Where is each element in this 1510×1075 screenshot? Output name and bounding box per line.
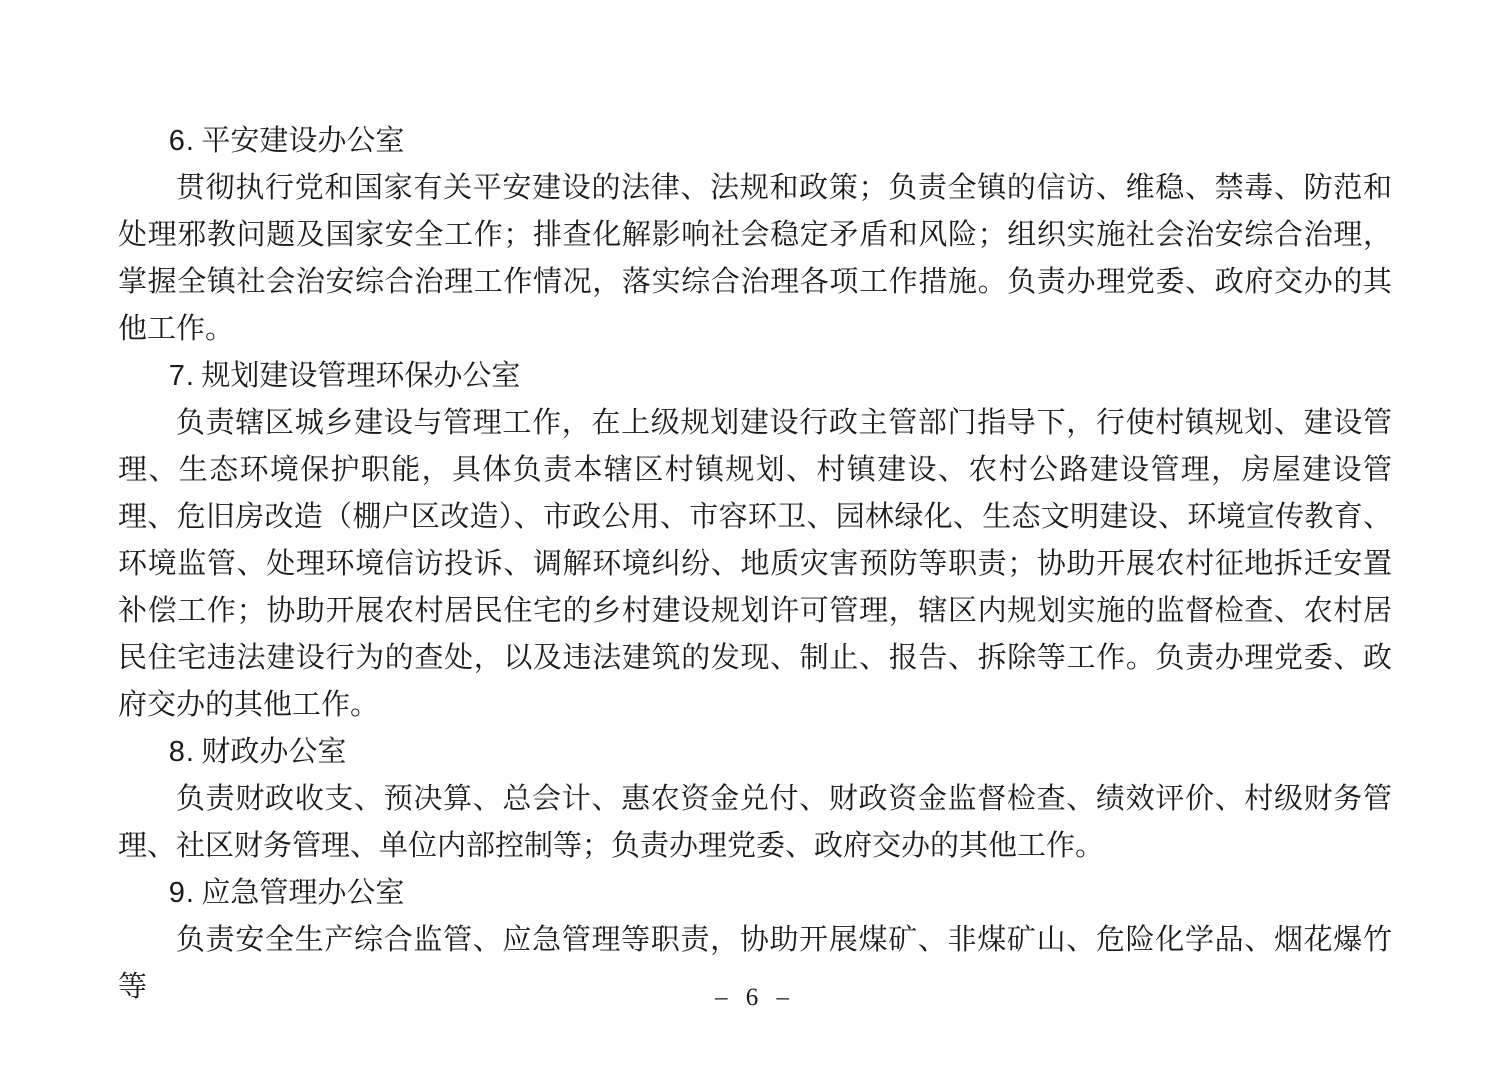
section-number: 6. [168,125,195,157]
section-title: 平安建设办公室 [201,125,405,157]
section-title: 规划建设管理环保办公室 [201,360,521,392]
section-title: 应急管理办公室 [201,877,405,909]
section-paragraph: 负责安全生产综合监管、应急管理等职责，协助开展煤矿、非煤矿山、危险化学品、烟花爆竹等 [118,924,1392,1003]
section-heading [118,118,1392,165]
section-number: 7. [168,360,195,392]
section-paragraph: 负责辖区城乡建设与管理工作，在上级规划建设行政主管部门指导下，行使村镇规划、建设管理、生态环境保护职能，具体负责本辖区村镇规划、村镇建设、农村公路建设管理，房屋建设管理、危旧房改造（棚户区改造）、市政公用、市容环卫、园林绿化、生态文明建设、环境宣传教育、环境监管、处理环境信访投诉、调解环境纠纷、地质灾害预防等职责；协助开展农村征地拆迁安置补偿工作；协助开展农村居民住宅的乡村建设规划许可管理，辖区内规划实施的监督检查、农村居民住宅违法建设行为的查处，以及违法建筑的发现、制止、报告、拆除等工作。负责办理党委、政府交办的其他工作。 [118,407,1392,721]
section-pingan-office [118,118,1392,353]
section-title: 财政办公室 [201,736,347,768]
section-number: 9. [168,877,195,909]
page-number: – 6 – [715,984,795,1011]
page-footer [0,984,1510,1012]
section-paragraph: 贯彻执行党和国家有关平安建设的法律、法规和政策；负责全镇的信访、维稳、禁毒、防范和处理邪教问题及国家安全工作；排查化解影响社会稳定矛盾和风险；组织实施社会治安综合治理，掌握全镇社会治安综合治理工作情况，落实综合治理各项工作措施。负责办理党委、政府交办的其他工作。 [118,172,1392,345]
section-caizheng-office [118,729,1392,870]
section-number: 8. [168,736,195,768]
section-guihua-office [118,353,1392,729]
section-paragraph: 负责财政收支、预决算、总会计、惠农资金兑付、财政资金监督检查、绩效评价、村级财务管理、社区财务管理、单位内部控制等；负责办理党委、政府交办的其他工作。 [118,783,1392,862]
section-heading [118,353,1392,400]
section-heading [118,870,1392,917]
section-heading [118,729,1392,776]
